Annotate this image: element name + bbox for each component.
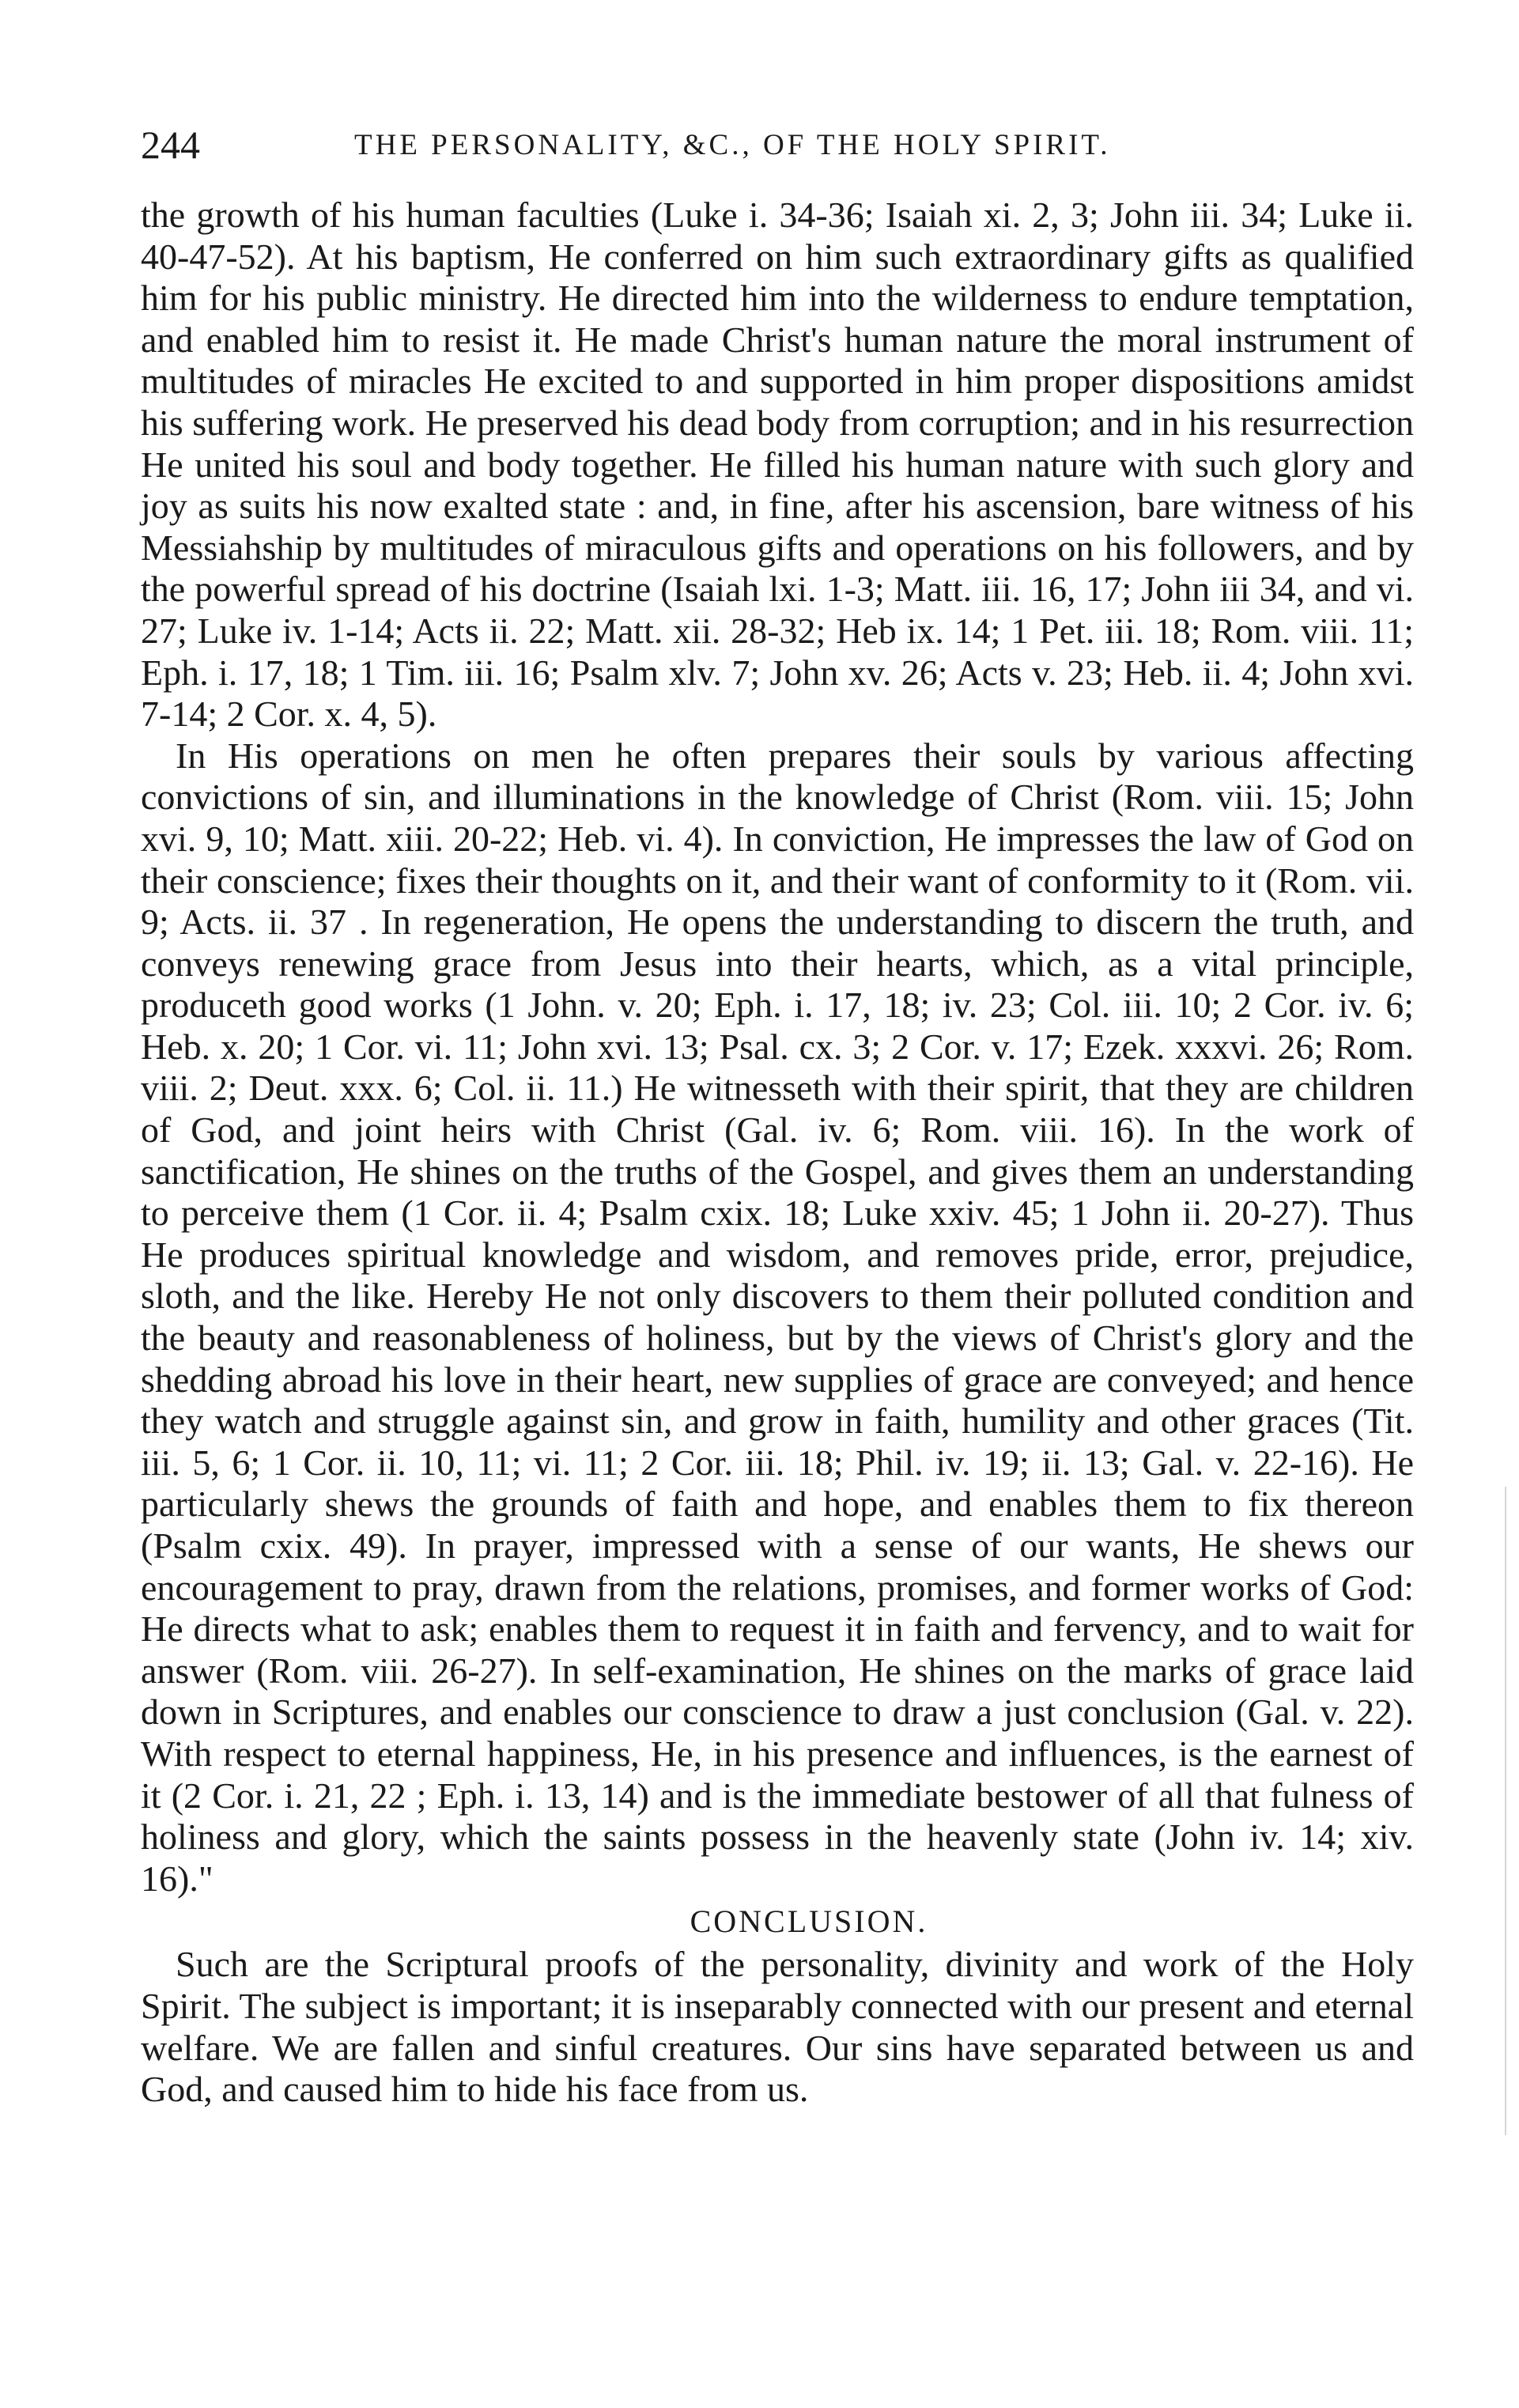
running-title: THE PERSONALITY, &C., OF THE HOLY SPIRIT. [354,129,1111,161]
section-heading-conclusion: CONCLUSION. [690,1903,928,1940]
paragraph-conclusion: Such are the Scriptural proofs of the personality, divinity and work of the Holy Spirit. The subject is important; it is inseparably connected with our present and eternal welfare. We are fallen and sinful creatures. Our sins have separated between us and God, and caused him to hide his face from us. [141,1944,1414,2110]
page-edge-line [1505,1487,1506,2135]
page-header [141,117,1414,180]
paragraph-continued: the growth of his human faculties (Luke i. 34-36; Isaiah xi. 2, 3; John iii. 34; Luke ii. 40-47-52). At his baptism, He conferred on him such extraordinary gifts as qualified him for his public ministry. He directed him into the wilderness to endure temptation, and enabled him to resist it. He made Christ's human nature the moral instrument of multitudes of miracles He excited to and supported in him proper dispositions amidst his suffering work. He preserved his dead body from corruption; and in his resurrection He united his soul and body together. He filled his human nature with such glory and joy as suits his now exalted state : and, in fine, after his ascension, bare witness of his Messiahship by multitudes of miraculous gifts and operations on his followers, and by the powerful spread of his doctrine (Isaiah lxi. 1-3; Matt. iii. 16, 17; John iii 34, and vi. 27; Luke iv. 1-14; Acts ii. 22; Matt. xii. 28-32; Heb ix. 14; 1 Pet. iii. 18; Rom. viii. 11; Eph. i. 17, 18; 1 Tim. iii. 16; Psalm xlv. 7; John xv. 26; Acts v. 23; Heb. ii. 4; John xvi. 7-14; 2 Cor. x. 4, 5). [141,195,1414,735]
page-number: 244 [141,123,200,167]
body-text [141,195,1414,2111]
paragraph-operations-on-men: In His operations on men he often prepares their souls by various affecting convictions of sin, and illuminations in the knowledge of Christ (Rom. viii. 15; John xvi. 9, 10; Matt. xiii. 20-22; Heb. vi. 4). In conviction, He impresses the law of God on their conscience; fixes their thoughts on it, and their want of conformity to it (Rom. vii. 9; Acts. ii. 37 . In regeneration, He opens the understanding to discern the truth, and conveys renewing grace from Jesus into their hearts, which, as a vital principle, produceth good works (1 John. v. 20; Eph. i. 17, 18; iv. 23; Col. iii. 10; 2 Cor. iv. 6; Heb. x. 20; 1 Cor. vi. 11; John xvi. 13; Psal. cx. 3; 2 Cor. v. 17; Ezek. xxxvi. 26; Rom. viii. 2; Deut. xxx. 6; Col. ii. 11.) He witnesseth with their spirit, that they are children of God, and joint heirs with Christ (Gal. iv. 6; Rom. viii. 16). In the work of sanctification, He shines on the truths of the Gospel, and gives them an understanding to perceive them (1 Cor. ii. 4; Psalm cxix. 18; Luke xxiv. 45; 1 John ii. 20-27). Thus He produces spiritual knowledge and wisdom, and removes pride, error, prejudice, sloth, and the like. Hereby He not only discovers to them their polluted condition and the beauty and reasonableness of holiness, but by the views of Christ's glory and the shedding abroad his love in their heart, new supplies of grace are conveyed; and hence they watch and struggle against sin, and grow in faith, humility and other graces (Tit. iii. 5, 6; 1 Cor. ii. 10, 11; vi. 11; 2 Cor. iii. 18; Phil. iv. 19; ii. 13; Gal. v. 22-16). He particularly shews the grounds of faith and hope, and enables them to fix thereon (Psalm cxix. 49). In prayer, impressed with a sense of our wants, He shews our encouragement to pray, drawn from the relations, promises, and former works of God: He directs what to ask; enables them to request it in faith and fervency, and to wait for answer (Rom. viii. 26-27). In self-examination, He shines on the marks of grace laid down in Scriptures, and enables our conscience to draw a just conclusion (Gal. v. 22). With respect to eternal happiness, He, in his presence and influences, is the earnest of it (2 Cor. i. 21, 22 ; Eph. i. 13, 14) and is the immediate bestower of all that fulness of holiness and glory, which the saints possess in the heavenly state (John iv. 14; xiv. 16)." [141,735,1414,1899]
